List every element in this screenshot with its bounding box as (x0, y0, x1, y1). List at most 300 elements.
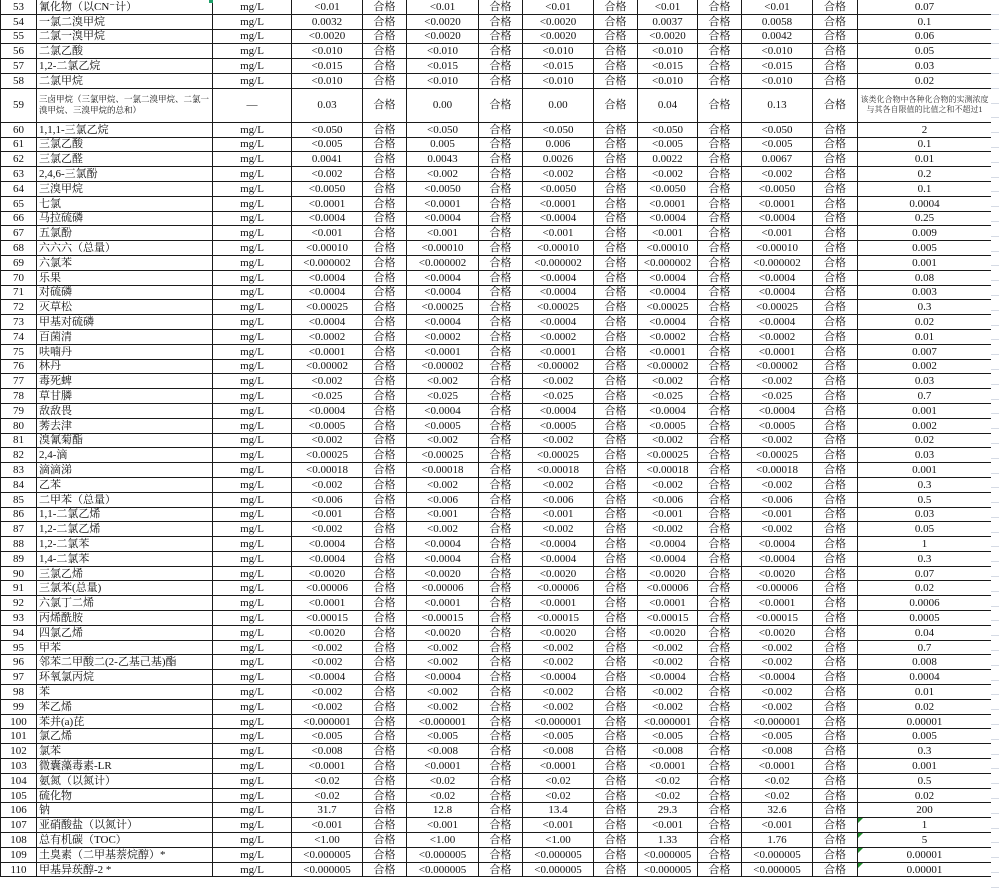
result-value-cell[interactable]: <0.001 (292, 226, 363, 241)
unit-cell[interactable]: mg/L (213, 418, 292, 433)
result-value-cell[interactable]: <0.006 (407, 492, 479, 507)
row-number-cell[interactable]: 81 (1, 433, 37, 448)
verdict-cell[interactable]: 合格 (698, 773, 742, 788)
limit-cell[interactable]: 0.03 (858, 374, 992, 389)
result-value-cell[interactable]: <0.002 (523, 522, 594, 537)
limit-cell[interactable]: 1 (858, 537, 992, 552)
row-number-cell[interactable]: 72 (1, 300, 37, 315)
result-value-cell[interactable]: <0.0001 (638, 344, 698, 359)
verdict-cell[interactable]: 合格 (698, 463, 742, 478)
row-number-cell[interactable]: 87 (1, 522, 37, 537)
verdict-cell[interactable]: 合格 (698, 803, 742, 818)
verdict-cell[interactable]: 合格 (594, 14, 638, 29)
result-value-cell[interactable]: <0.0004 (407, 537, 479, 552)
row-number-cell[interactable]: 109 (1, 847, 37, 862)
row-number-cell[interactable]: 92 (1, 596, 37, 611)
unit-cell[interactable]: mg/L (213, 211, 292, 226)
verdict-cell[interactable]: 合格 (363, 862, 407, 877)
result-value-cell[interactable]: <0.0004 (523, 537, 594, 552)
result-value-cell[interactable]: <0.00010 (638, 241, 698, 256)
item-name-cell[interactable]: 三氯苯(总量) (37, 581, 213, 596)
unit-cell[interactable]: mg/L (213, 167, 292, 182)
verdict-cell[interactable]: 合格 (363, 329, 407, 344)
verdict-cell[interactable]: 合格 (813, 655, 858, 670)
limit-cell[interactable]: 0.1 (858, 181, 992, 196)
result-value-cell[interactable]: <0.01 (638, 0, 698, 14)
verdict-cell[interactable]: 合格 (363, 255, 407, 270)
verdict-cell[interactable]: 合格 (813, 862, 858, 877)
limit-cell[interactable]: 5 (858, 833, 992, 848)
verdict-cell[interactable]: 合格 (594, 44, 638, 59)
verdict-cell[interactable]: 合格 (813, 714, 858, 729)
row-number-cell[interactable]: 106 (1, 803, 37, 818)
verdict-cell[interactable]: 合格 (813, 389, 858, 404)
verdict-cell[interactable]: 合格 (813, 300, 858, 315)
result-value-cell[interactable]: <0.0001 (523, 344, 594, 359)
verdict-cell[interactable]: 合格 (698, 73, 742, 88)
result-value-cell[interactable]: <0.0001 (523, 759, 594, 774)
verdict-cell[interactable]: 合格 (698, 655, 742, 670)
item-name-cell[interactable]: 乐果 (37, 270, 213, 285)
result-value-cell[interactable]: <0.00025 (523, 448, 594, 463)
verdict-cell[interactable]: 合格 (363, 433, 407, 448)
verdict-cell[interactable]: 合格 (813, 596, 858, 611)
item-name-cell[interactable]: 敌敌畏 (37, 403, 213, 418)
item-name-cell[interactable]: 七氯 (37, 196, 213, 211)
result-value-cell[interactable]: <0.001 (523, 226, 594, 241)
result-value-cell[interactable]: <0.002 (292, 685, 363, 700)
verdict-cell[interactable]: 合格 (698, 14, 742, 29)
verdict-cell[interactable]: 合格 (813, 418, 858, 433)
result-value-cell[interactable]: <0.006 (292, 492, 363, 507)
result-value-cell[interactable]: <0.006 (742, 492, 813, 507)
unit-cell[interactable]: mg/L (213, 699, 292, 714)
result-value-cell[interactable]: <0.001 (638, 226, 698, 241)
result-value-cell[interactable]: <0.002 (638, 699, 698, 714)
verdict-cell[interactable]: 合格 (479, 300, 523, 315)
result-value-cell[interactable]: <0.002 (523, 640, 594, 655)
verdict-cell[interactable]: 合格 (479, 818, 523, 833)
row-number-cell[interactable]: 104 (1, 773, 37, 788)
unit-cell[interactable]: mg/L (213, 759, 292, 774)
item-name-cell[interactable]: 溴氰菊酯 (37, 433, 213, 448)
limit-cell[interactable]: 0.2 (858, 167, 992, 182)
result-value-cell[interactable]: <0.00025 (292, 448, 363, 463)
item-name-cell[interactable]: 草甘膦 (37, 389, 213, 404)
verdict-cell[interactable]: 合格 (698, 714, 742, 729)
verdict-cell[interactable]: 合格 (813, 507, 858, 522)
verdict-cell[interactable]: 合格 (363, 714, 407, 729)
verdict-cell[interactable]: 合格 (479, 522, 523, 537)
result-value-cell[interactable]: <0.002 (742, 374, 813, 389)
unit-cell[interactable]: mg/L (213, 122, 292, 137)
item-name-cell[interactable]: 呋喃丹 (37, 344, 213, 359)
verdict-cell[interactable]: 合格 (363, 88, 407, 122)
result-value-cell[interactable]: <0.015 (523, 59, 594, 74)
verdict-cell[interactable]: 合格 (698, 729, 742, 744)
row-number-cell[interactable]: 102 (1, 744, 37, 759)
result-value-cell[interactable]: <0.00018 (742, 463, 813, 478)
result-value-cell[interactable]: <0.00006 (292, 581, 363, 596)
row-number-cell[interactable]: 56 (1, 44, 37, 59)
verdict-cell[interactable]: 合格 (594, 625, 638, 640)
verdict-cell[interactable]: 合格 (813, 759, 858, 774)
result-value-cell[interactable]: <0.0004 (292, 537, 363, 552)
row-number-cell[interactable]: 69 (1, 255, 37, 270)
limit-cell[interactable]: 0.00001 (858, 847, 992, 862)
result-value-cell[interactable]: <1.00 (407, 833, 479, 848)
limit-cell[interactable]: 0.0005 (858, 611, 992, 626)
verdict-cell[interactable]: 合格 (698, 59, 742, 74)
verdict-cell[interactable]: 合格 (479, 29, 523, 44)
unit-cell[interactable]: mg/L (213, 59, 292, 74)
result-value-cell[interactable]: <0.002 (523, 374, 594, 389)
limit-cell[interactable]: 1 (858, 818, 992, 833)
result-value-cell[interactable]: <0.002 (523, 699, 594, 714)
result-value-cell[interactable]: <0.00015 (407, 611, 479, 626)
result-value-cell[interactable]: <0.002 (407, 699, 479, 714)
result-value-cell[interactable]: <0.006 (523, 492, 594, 507)
verdict-cell[interactable]: 合格 (363, 241, 407, 256)
row-number-cell[interactable]: 98 (1, 685, 37, 700)
verdict-cell[interactable]: 合格 (698, 537, 742, 552)
result-value-cell[interactable]: <0.010 (407, 73, 479, 88)
item-name-cell[interactable]: 滴滴涕 (37, 463, 213, 478)
row-number-cell[interactable]: 108 (1, 833, 37, 848)
unit-cell[interactable]: mg/L (213, 463, 292, 478)
result-value-cell[interactable]: <0.010 (742, 44, 813, 59)
row-number-cell[interactable]: 86 (1, 507, 37, 522)
limit-cell[interactable]: 0.3 (858, 477, 992, 492)
result-value-cell[interactable]: <0.00025 (638, 448, 698, 463)
item-name-cell[interactable]: 二氯一溴甲烷 (37, 29, 213, 44)
verdict-cell[interactable]: 合格 (698, 492, 742, 507)
verdict-cell[interactable]: 合格 (594, 315, 638, 330)
result-value-cell[interactable]: 0.0067 (742, 152, 813, 167)
row-number-cell[interactable]: 90 (1, 566, 37, 581)
result-value-cell[interactable]: <0.00010 (292, 241, 363, 256)
verdict-cell[interactable]: 合格 (698, 270, 742, 285)
row-number-cell[interactable]: 79 (1, 403, 37, 418)
row-number-cell[interactable]: 110 (1, 862, 37, 877)
unit-cell[interactable]: mg/L (213, 492, 292, 507)
item-name-cell[interactable]: 1,4-二氯苯 (37, 551, 213, 566)
verdict-cell[interactable]: 合格 (813, 788, 858, 803)
result-value-cell[interactable]: <0.0020 (407, 625, 479, 640)
verdict-cell[interactable]: 合格 (698, 285, 742, 300)
unit-cell[interactable]: mg/L (213, 847, 292, 862)
item-name-cell[interactable]: 二氯乙酸 (37, 44, 213, 59)
item-name-cell[interactable]: 毒死蜱 (37, 374, 213, 389)
result-value-cell[interactable]: <0.002 (523, 685, 594, 700)
result-value-cell[interactable]: <0.000002 (638, 255, 698, 270)
verdict-cell[interactable]: 合格 (813, 344, 858, 359)
verdict-cell[interactable]: 合格 (363, 492, 407, 507)
result-value-cell[interactable]: <0.02 (292, 773, 363, 788)
verdict-cell[interactable]: 合格 (479, 344, 523, 359)
verdict-cell[interactable]: 合格 (813, 0, 858, 14)
verdict-cell[interactable]: 合格 (594, 566, 638, 581)
verdict-cell[interactable]: 合格 (363, 818, 407, 833)
verdict-cell[interactable]: 合格 (363, 788, 407, 803)
item-name-cell[interactable]: 甲基对硫磷 (37, 315, 213, 330)
row-number-cell[interactable]: 95 (1, 640, 37, 655)
result-value-cell[interactable]: <0.0004 (638, 670, 698, 685)
result-value-cell[interactable]: <0.002 (523, 167, 594, 182)
row-number-cell[interactable]: 63 (1, 167, 37, 182)
verdict-cell[interactable]: 合格 (813, 566, 858, 581)
verdict-cell[interactable]: 合格 (479, 226, 523, 241)
result-value-cell[interactable]: <0.005 (292, 137, 363, 152)
result-value-cell[interactable]: <0.002 (292, 522, 363, 537)
result-value-cell[interactable]: <0.000005 (407, 847, 479, 862)
result-value-cell[interactable]: <0.00025 (292, 300, 363, 315)
unit-cell[interactable]: mg/L (213, 788, 292, 803)
item-name-cell[interactable]: 二氯甲烷 (37, 73, 213, 88)
row-number-cell[interactable]: 57 (1, 59, 37, 74)
limit-cell[interactable]: 0.05 (858, 44, 992, 59)
unit-cell[interactable]: mg/L (213, 359, 292, 374)
result-value-cell[interactable]: 0.00 (523, 88, 594, 122)
verdict-cell[interactable]: 合格 (479, 699, 523, 714)
verdict-cell[interactable]: 合格 (479, 611, 523, 626)
result-value-cell[interactable]: <0.0020 (292, 625, 363, 640)
row-number-cell[interactable]: 107 (1, 818, 37, 833)
unit-cell[interactable]: mg/L (213, 773, 292, 788)
verdict-cell[interactable]: 合格 (479, 0, 523, 14)
result-value-cell[interactable]: <0.000001 (638, 714, 698, 729)
verdict-cell[interactable]: 合格 (698, 625, 742, 640)
result-value-cell[interactable]: 1.76 (742, 833, 813, 848)
verdict-cell[interactable]: 合格 (594, 551, 638, 566)
result-value-cell[interactable]: <0.0050 (742, 181, 813, 196)
verdict-cell[interactable]: 合格 (363, 403, 407, 418)
result-value-cell[interactable]: 29.3 (638, 803, 698, 818)
verdict-cell[interactable]: 合格 (594, 211, 638, 226)
verdict-cell[interactable]: 合格 (813, 803, 858, 818)
result-value-cell[interactable]: 0.00 (407, 88, 479, 122)
item-name-cell[interactable]: 一氯二溴甲烷 (37, 14, 213, 29)
result-value-cell[interactable]: <0.001 (292, 507, 363, 522)
result-value-cell[interactable]: <0.002 (407, 655, 479, 670)
verdict-cell[interactable]: 合格 (363, 0, 407, 14)
verdict-cell[interactable]: 合格 (594, 581, 638, 596)
verdict-cell[interactable]: 合格 (594, 329, 638, 344)
verdict-cell[interactable]: 合格 (594, 403, 638, 418)
verdict-cell[interactable]: 合格 (363, 14, 407, 29)
verdict-cell[interactable]: 合格 (479, 833, 523, 848)
row-number-cell[interactable]: 77 (1, 374, 37, 389)
verdict-cell[interactable]: 合格 (363, 685, 407, 700)
limit-cell[interactable]: 0.02 (858, 315, 992, 330)
verdict-cell[interactable]: 合格 (594, 655, 638, 670)
verdict-cell[interactable]: 合格 (363, 73, 407, 88)
result-value-cell[interactable]: <0.0004 (742, 270, 813, 285)
limit-cell[interactable]: 0.7 (858, 389, 992, 404)
limit-cell[interactable]: 0.3 (858, 300, 992, 315)
verdict-cell[interactable]: 合格 (594, 88, 638, 122)
result-value-cell[interactable]: <0.00015 (742, 611, 813, 626)
result-value-cell[interactable]: <0.02 (638, 788, 698, 803)
result-value-cell[interactable]: <0.010 (523, 73, 594, 88)
result-value-cell[interactable]: <0.002 (292, 655, 363, 670)
result-value-cell[interactable]: <0.002 (292, 699, 363, 714)
unit-cell[interactable]: mg/L (213, 29, 292, 44)
verdict-cell[interactable]: 合格 (594, 714, 638, 729)
item-name-cell[interactable]: 环氧氯丙烷 (37, 670, 213, 685)
verdict-cell[interactable]: 合格 (479, 448, 523, 463)
unit-cell[interactable]: mg/L (213, 285, 292, 300)
result-value-cell[interactable]: <0.0004 (523, 270, 594, 285)
result-value-cell[interactable]: <0.01 (742, 0, 813, 14)
verdict-cell[interactable]: 合格 (479, 477, 523, 492)
verdict-cell[interactable]: 合格 (363, 507, 407, 522)
verdict-cell[interactable]: 合格 (479, 59, 523, 74)
verdict-cell[interactable]: 合格 (698, 44, 742, 59)
verdict-cell[interactable]: 合格 (479, 14, 523, 29)
result-value-cell[interactable]: <0.0050 (407, 181, 479, 196)
result-value-cell[interactable]: <0.00006 (638, 581, 698, 596)
verdict-cell[interactable]: 合格 (479, 655, 523, 670)
result-value-cell[interactable]: <0.002 (523, 655, 594, 670)
result-value-cell[interactable]: 31.7 (292, 803, 363, 818)
result-value-cell[interactable]: <0.0001 (407, 759, 479, 774)
verdict-cell[interactable]: 合格 (813, 374, 858, 389)
result-value-cell[interactable]: 0.0037 (638, 14, 698, 29)
result-value-cell[interactable]: <0.002 (292, 477, 363, 492)
result-value-cell[interactable]: <0.0020 (292, 29, 363, 44)
verdict-cell[interactable]: 合格 (479, 581, 523, 596)
result-value-cell[interactable]: <0.050 (407, 122, 479, 137)
result-value-cell[interactable]: <0.000005 (407, 862, 479, 877)
result-value-cell[interactable]: <0.001 (523, 818, 594, 833)
verdict-cell[interactable]: 合格 (813, 137, 858, 152)
result-value-cell[interactable]: <0.0004 (292, 551, 363, 566)
row-number-cell[interactable]: 89 (1, 551, 37, 566)
verdict-cell[interactable]: 合格 (813, 551, 858, 566)
result-value-cell[interactable]: <0.000005 (523, 862, 594, 877)
verdict-cell[interactable]: 合格 (363, 211, 407, 226)
verdict-cell[interactable]: 合格 (698, 433, 742, 448)
result-value-cell[interactable]: <0.0004 (523, 551, 594, 566)
limit-cell[interactable]: 200 (858, 803, 992, 818)
result-value-cell[interactable]: <0.002 (407, 374, 479, 389)
result-value-cell[interactable]: <0.000002 (523, 255, 594, 270)
verdict-cell[interactable]: 合格 (479, 374, 523, 389)
row-number-cell[interactable]: 53 (1, 0, 37, 14)
limit-cell[interactable]: 该类化合物中各种化合物的实测浓度与其各自限值的比值之和不超过1 (858, 88, 992, 122)
result-value-cell[interactable]: <0.0004 (523, 285, 594, 300)
result-value-cell[interactable]: <0.02 (742, 788, 813, 803)
verdict-cell[interactable]: 合格 (813, 152, 858, 167)
verdict-cell[interactable]: 合格 (479, 640, 523, 655)
verdict-cell[interactable]: 合格 (479, 270, 523, 285)
verdict-cell[interactable]: 合格 (594, 596, 638, 611)
limit-cell[interactable]: 0.07 (858, 0, 992, 14)
unit-cell[interactable]: mg/L (213, 433, 292, 448)
error-flag-icon[interactable] (858, 833, 863, 838)
row-number-cell[interactable]: 78 (1, 389, 37, 404)
verdict-cell[interactable]: 合格 (594, 226, 638, 241)
result-value-cell[interactable]: <0.02 (292, 788, 363, 803)
row-number-cell[interactable]: 73 (1, 315, 37, 330)
result-value-cell[interactable]: <0.002 (407, 522, 479, 537)
limit-cell[interactable]: 0.002 (858, 359, 992, 374)
verdict-cell[interactable]: 合格 (479, 537, 523, 552)
row-number-cell[interactable]: 94 (1, 625, 37, 640)
verdict-cell[interactable]: 合格 (594, 389, 638, 404)
result-value-cell[interactable]: <0.000001 (407, 714, 479, 729)
item-name-cell[interactable]: 马拉硫磷 (37, 211, 213, 226)
verdict-cell[interactable]: 合格 (698, 152, 742, 167)
verdict-cell[interactable]: 合格 (813, 477, 858, 492)
result-value-cell[interactable]: <0.0004 (638, 270, 698, 285)
verdict-cell[interactable]: 合格 (813, 492, 858, 507)
row-number-cell[interactable]: 83 (1, 463, 37, 478)
result-value-cell[interactable]: <0.001 (523, 507, 594, 522)
verdict-cell[interactable]: 合格 (479, 44, 523, 59)
result-value-cell[interactable]: <0.000005 (292, 847, 363, 862)
result-value-cell[interactable]: <0.001 (742, 507, 813, 522)
result-value-cell[interactable]: <0.01 (292, 0, 363, 14)
result-value-cell[interactable]: <0.02 (638, 773, 698, 788)
unit-cell[interactable]: mg/L (213, 374, 292, 389)
verdict-cell[interactable]: 合格 (813, 773, 858, 788)
result-value-cell[interactable]: <0.015 (292, 59, 363, 74)
verdict-cell[interactable]: 合格 (698, 788, 742, 803)
verdict-cell[interactable]: 合格 (363, 418, 407, 433)
result-value-cell[interactable]: <0.0004 (292, 285, 363, 300)
result-value-cell[interactable]: <0.008 (292, 744, 363, 759)
row-number-cell[interactable]: 68 (1, 241, 37, 256)
item-name-cell[interactable]: 氨氮（以氮计） (37, 773, 213, 788)
result-value-cell[interactable]: <0.0004 (742, 403, 813, 418)
result-value-cell[interactable]: <0.002 (742, 167, 813, 182)
result-value-cell[interactable]: <0.0001 (407, 344, 479, 359)
result-value-cell[interactable]: <0.00010 (407, 241, 479, 256)
unit-cell[interactable]: mg/L (213, 611, 292, 626)
result-value-cell[interactable]: <0.0004 (292, 211, 363, 226)
verdict-cell[interactable]: 合格 (594, 137, 638, 152)
verdict-cell[interactable]: 合格 (479, 625, 523, 640)
result-value-cell[interactable]: <0.005 (638, 729, 698, 744)
verdict-cell[interactable]: 合格 (594, 181, 638, 196)
result-value-cell[interactable]: <0.002 (638, 522, 698, 537)
limit-cell[interactable]: 0.1 (858, 137, 992, 152)
result-value-cell[interactable]: <0.000002 (292, 255, 363, 270)
verdict-cell[interactable]: 合格 (479, 152, 523, 167)
item-name-cell[interactable]: 氯苯 (37, 744, 213, 759)
verdict-cell[interactable]: 合格 (813, 847, 858, 862)
verdict-cell[interactable]: 合格 (813, 833, 858, 848)
verdict-cell[interactable]: 合格 (813, 581, 858, 596)
verdict-cell[interactable]: 合格 (813, 433, 858, 448)
result-value-cell[interactable]: <0.0001 (742, 196, 813, 211)
verdict-cell[interactable]: 合格 (363, 640, 407, 655)
result-value-cell[interactable]: 32.6 (742, 803, 813, 818)
limit-cell[interactable]: 0.3 (858, 744, 992, 759)
row-number-cell[interactable]: 82 (1, 448, 37, 463)
limit-cell[interactable]: 0.01 (858, 329, 992, 344)
verdict-cell[interactable]: 合格 (479, 596, 523, 611)
unit-cell[interactable]: mg/L (213, 152, 292, 167)
verdict-cell[interactable]: 合格 (363, 389, 407, 404)
limit-cell[interactable]: 0.04 (858, 625, 992, 640)
verdict-cell[interactable]: 合格 (813, 537, 858, 552)
verdict-cell[interactable]: 合格 (479, 744, 523, 759)
result-value-cell[interactable]: <0.0001 (523, 596, 594, 611)
error-flag-icon[interactable] (858, 863, 863, 868)
